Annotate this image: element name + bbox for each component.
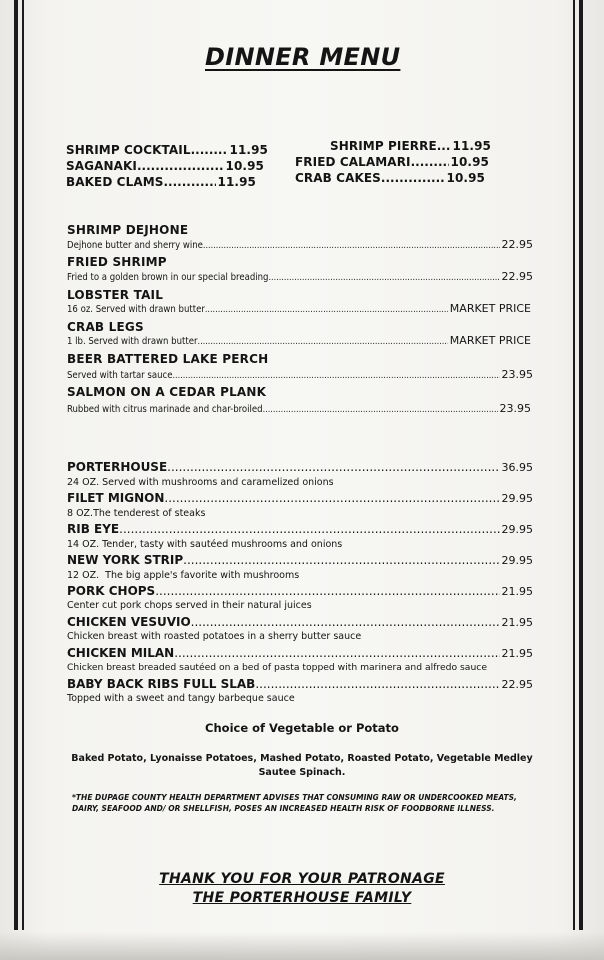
entree-name: BABY BACK RIBS FULL SLAB — [67, 677, 256, 691]
appetizer-right-0 — [330, 139, 491, 153]
appetizer-left-2 — [66, 175, 256, 189]
entree-price: 29.95 — [501, 523, 533, 536]
seafood-name-3: CRAB LEGS — [67, 320, 144, 334]
seafood-price: MARKET PRICE — [449, 302, 531, 315]
appetizer-price: 11.95 — [229, 143, 268, 157]
appetizer-left-0 — [66, 143, 268, 157]
appetizer-right-1 — [295, 155, 489, 169]
page-shadow — [0, 932, 604, 960]
entree-desc-6: Chicken breast breaded sautéed on a bed of pasta topped with marinera and alfredo sauce — [67, 662, 487, 673]
seafood-desc: 1 lb. Served with drawn butter — [67, 336, 198, 347]
right-border-inner — [573, 0, 575, 930]
entree-name: PORK CHOPS — [67, 584, 156, 598]
seafood-desc: Fried to a golden brown in our special breading — [67, 272, 269, 283]
seafood-price: MARKET PRICE — [449, 334, 531, 347]
entree-price: 29.95 — [501, 492, 533, 505]
seafood-name-1: FRIED SHRIMP — [67, 255, 167, 269]
seafood-price: 23.95 — [499, 402, 531, 415]
appetizer-price: 10.95 — [446, 171, 485, 185]
seafood-name-2: LOBSTER TAIL — [67, 288, 164, 302]
appetizer-name: SHRIMP PIERRE — [330, 139, 437, 153]
thanks-line-2: THE PORTERHOUSE FAMILY — [192, 890, 412, 906]
entree-desc-0: 24 OZ. Served with mushrooms and caramelized onions — [67, 477, 334, 488]
menu-title: DINNER MENU — [205, 43, 401, 71]
entree-price: 22.95 — [501, 678, 533, 691]
appetizer-right-2 — [295, 171, 485, 185]
seafood-row-0 — [67, 238, 533, 251]
entree-desc-5: Chicken breast with roasted potatoes in a sherry butter sauce — [67, 631, 362, 642]
entree-name: CHICKEN VESUVIO — [67, 615, 191, 629]
entree-name: RIB EYE — [67, 522, 120, 536]
appetizer-name: CRAB CAKES — [295, 171, 381, 185]
appetizer-price: 10.95 — [225, 159, 264, 173]
left-border-outer — [14, 0, 18, 930]
appetizer-price: 10.95 — [450, 155, 489, 169]
seafood-desc: 16 oz. Served with drawn butter — [67, 304, 205, 315]
entree-name: FILET MIGNON — [67, 491, 165, 505]
seafood-row-3 — [67, 334, 531, 347]
entree-price: 36.95 — [501, 461, 533, 474]
entree-row-3 — [67, 553, 533, 567]
seafood-row-1 — [67, 270, 533, 283]
entree-row-6 — [67, 646, 533, 660]
entree-desc-4: Center cut pork chops served in their natural juices — [67, 600, 312, 611]
seafood-row-2 — [67, 302, 531, 315]
left-border-inner — [22, 0, 24, 930]
entree-row-2 — [67, 522, 533, 536]
seafood-desc: Rubbed with citrus marinade and char-broiled — [67, 404, 263, 415]
appetizer-name: BAKED CLAMS — [66, 175, 164, 189]
appetizer-name: SHRIMP COCKTAIL — [66, 143, 191, 157]
entree-row-5 — [67, 615, 533, 629]
entree-row-4 — [67, 584, 533, 598]
entree-desc-1: 8 OZ.The tenderest of steaks — [67, 508, 206, 519]
entree-row-0 — [67, 460, 533, 474]
appetizer-price: 11.95 — [217, 175, 256, 189]
entree-name: PORTERHOUSE — [67, 460, 168, 474]
entree-price: 21.95 — [501, 616, 533, 629]
entree-price: 21.95 — [501, 647, 533, 660]
appetizer-name: SAGANAKI — [66, 159, 137, 173]
sides-list: Baked Potato, Lyonaisse Potatoes, Mashed Potato, Roasted Potato, Vegetable Medley Sautee Spinach. — [71, 753, 533, 778]
entree-desc-2: 14 OZ. Tender, tasty with sautéed mushrooms and onions — [67, 539, 343, 550]
seafood-desc: Served with tartar sauce — [67, 370, 173, 381]
thanks-line-1: THANK YOU FOR YOUR PATRONAGE — [159, 871, 445, 887]
choice-heading: Choice of Vegetable or Potato — [205, 721, 399, 735]
entree-row-1 — [67, 491, 533, 505]
entree-desc-3: 12 OZ. The big apple's favorite with mushrooms — [67, 570, 300, 581]
seafood-name-0: SHRIMP DEJHONE — [67, 223, 189, 237]
right-border-outer — [579, 0, 583, 930]
health-warning: *THE DUPAGE COUNTY HEALTH DEPARTMENT ADVISES THAT CONSUMING RAW OR UNDERCOOKED MEATS, DAIRY, SEAFOOD AND/ OR SHELLFISH, POSES AN INCREASED HEALTH RISK OF FOODBORNE ILLNESS. — [72, 793, 517, 813]
seafood-name-5: SALMON ON A CEDAR PLANK — [67, 385, 267, 399]
seafood-price: 22.95 — [501, 270, 533, 283]
entree-name: NEW YORK STRIP — [67, 553, 184, 567]
entree-price: 21.95 — [501, 585, 533, 598]
entree-price: 29.95 — [501, 554, 533, 567]
appetizer-name: FRIED CALAMARI — [295, 155, 411, 169]
entree-row-7 — [67, 677, 533, 691]
entree-name: CHICKEN MILAN — [67, 646, 175, 660]
seafood-row-4 — [67, 368, 533, 381]
seafood-row-5 — [67, 402, 531, 415]
appetizer-price: 11.95 — [452, 139, 491, 153]
entree-desc-7: Topped with a sweet and tangy barbeque sauce — [67, 693, 295, 704]
seafood-desc: Dejhone butter and sherry wine — [67, 240, 203, 251]
seafood-price: 22.95 — [501, 238, 533, 251]
seafood-name-4: BEER BATTERED LAKE PERCH — [67, 352, 269, 366]
appetizer-left-1 — [66, 159, 264, 173]
seafood-price: 23.95 — [501, 368, 533, 381]
